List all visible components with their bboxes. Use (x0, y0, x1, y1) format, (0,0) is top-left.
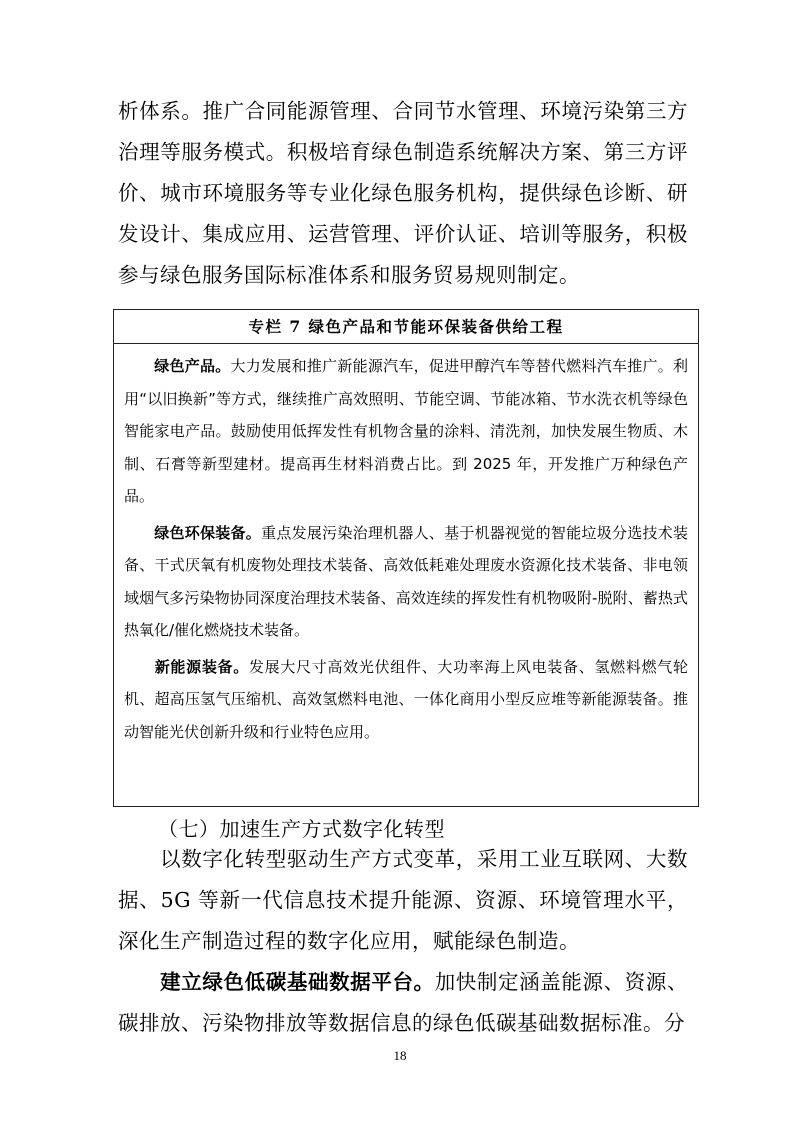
feature-box (113, 309, 699, 807)
box-item-label: 新能源装备。 (154, 657, 249, 676)
section-paragraph (118, 839, 688, 962)
box-item-new-energy-equipment (124, 651, 688, 749)
intro-paragraph: 析体系。推广合同能源管理、合同节水管理、环境污染第三方治理等服务模式。积极培育绿色制造系统解决方案、第三方评价、城市环境服务等专业化绿色服务机构，提供绿色诊断、研发设计、集成应用、运营管理、评价认证、培训等服务，积极参与绿色服务国际标准体系和服务贸易规则制定。 (118, 99, 688, 287)
box-item-green-products (124, 350, 688, 513)
box-item-label: 绿色环保装备。 (154, 523, 262, 542)
page-number: 18 (393, 1048, 407, 1063)
platform-paragraph-label: 建立绿色低碳基础数据平台。 (160, 970, 435, 994)
section-heading: （七）加速生产方式数字化转型 (158, 817, 445, 841)
box-item-text: 大力发展和推广新能源汽车，促进甲醇汽车等替代燃料汽车推广。利用“以旧换新”等方式，继续推广高效照明、节能空调、节能冰箱、节水洗衣机等绿色智能家电产品。鼓励使用低挥发性有机物含量的涂料、清洗剂，加快发展生物质、木制、石膏等新型建材。提高再生材料消费占比。到 2025 年，开发推广万种绿色产品。 (124, 357, 688, 505)
box-item-text: 重点发展污染治理机器人、基于机器视觉的智能垃圾分选技术装备、干式厌氧有机废物处理技术装备、高效低耗难处理废水资源化技术装备、非电领域烟气多污染物协同深度治理技术装备、高效连续的挥发性有机物吸附-脱附、蓄热式热氧化/催化燃烧技术装备。 (124, 523, 688, 639)
box-item-text: 发展大尺寸高效光伏组件、大功率海上风电装备、氢燃料燃气轮机、超高压氢气压缩机、高效氢燃料电池、一体化商用小型反应堆等新能源装备。推动智能光伏创新升级和行业特色应用。 (124, 657, 688, 741)
feature-box-body (114, 344, 698, 748)
section-paragraph-text: 以数字化转型驱动生产方式变革，采用工业互联网、大数据、5G 等新一代信息技术提升能源、资源、环境管理水平，深化生产制造过程的数字化应用，赋能绿色制造。 (118, 847, 688, 953)
platform-paragraph-text: 加快制定涵盖能源、资源、碳排放、污染物排放等数据信息的绿色低碳基础数据标准。分 (118, 970, 689, 1035)
platform-paragraph (118, 962, 688, 1044)
box-item-label: 绿色产品。 (154, 357, 231, 375)
feature-box-title: 专栏 7 绿色产品和节能环保装备供给工程 (114, 310, 698, 344)
box-item-green-equipment (124, 517, 688, 647)
